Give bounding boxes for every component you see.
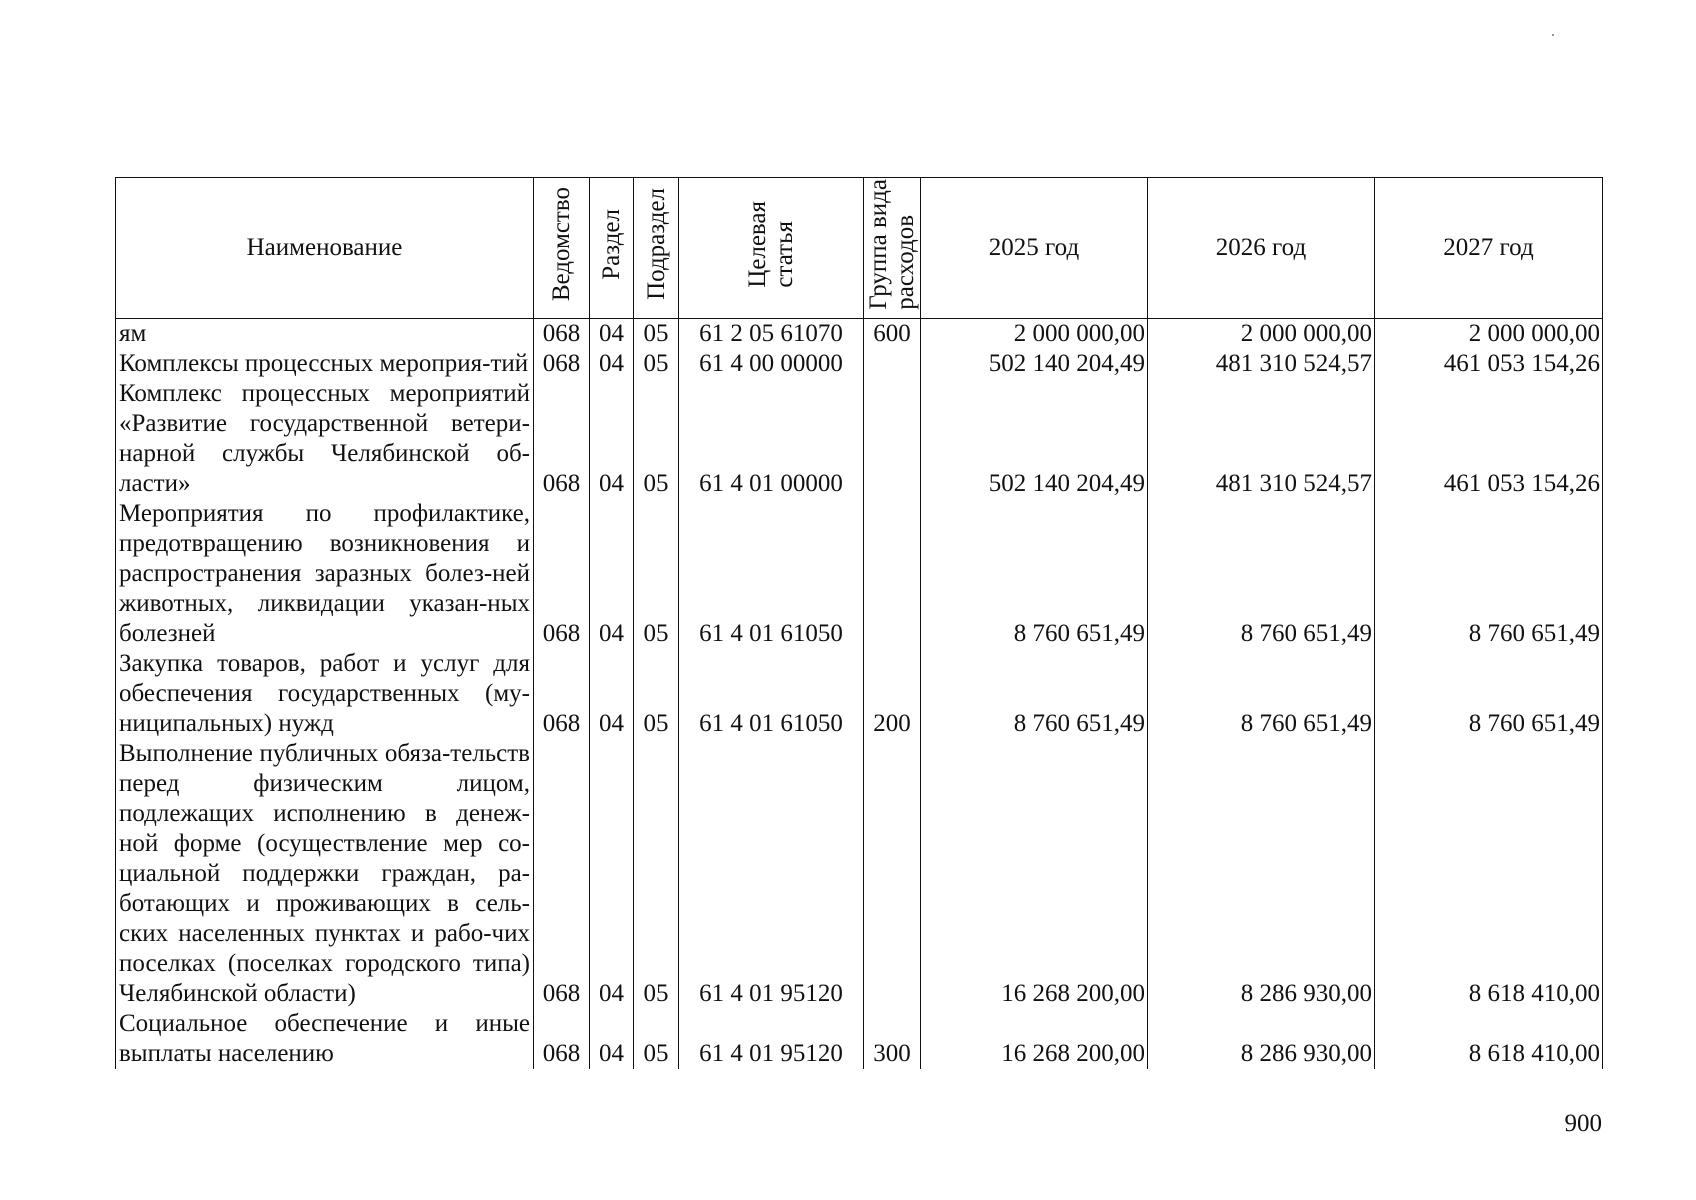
cell-podrazdel: 05 <box>634 349 679 379</box>
cell-razdel: 04 <box>590 739 634 1009</box>
cell-razdel: 04 <box>590 319 634 350</box>
table-row <box>116 379 1603 499</box>
cell-vedomstvo: 068 <box>534 349 590 379</box>
cell-razdel: 04 <box>590 499 634 649</box>
cell-gruppa <box>864 349 921 379</box>
header-2025 <box>921 178 1148 319</box>
cell-2025: 2 000 000,00 <box>921 319 1148 350</box>
cell-name: Комплексы процессных мероприя-тий <box>116 349 534 379</box>
cell-celevaya-statya: 61 4 01 61050 <box>679 649 864 739</box>
cell-2025: 8 760 651,49 <box>921 649 1148 739</box>
cell-vedomstvo: 068 <box>534 379 590 499</box>
header-gruppa-vida-rashodov <box>864 178 921 319</box>
cell-2025: 8 760 651,49 <box>921 499 1148 649</box>
table-row <box>116 649 1603 739</box>
header-row <box>116 178 1603 319</box>
cell-gruppa: 200 <box>864 649 921 739</box>
cell-name: Комплекс процессных мероприятий «Развитие государственной ветери-нарной службы Челябинской об-ласти» <box>116 379 534 499</box>
cell-2027: 8 618 410,00 <box>1375 1009 1603 1069</box>
cell-2026: 8 286 930,00 <box>1148 1009 1375 1069</box>
cell-2026: 481 310 524,57 <box>1148 379 1375 499</box>
cell-vedomstvo: 068 <box>534 1009 590 1069</box>
cell-celevaya-statya: 61 4 01 00000 <box>679 379 864 499</box>
table-row <box>116 1009 1603 1069</box>
cell-2025: 502 140 204,49 <box>921 349 1148 379</box>
cell-podrazdel: 05 <box>634 379 679 499</box>
header-celevaya-line2: статья <box>771 220 798 288</box>
cell-2026: 8 286 930,00 <box>1148 739 1375 1009</box>
page-number: 900 <box>1564 1110 1602 1137</box>
header-2026 <box>1148 178 1375 319</box>
header-2026-label: 2026 год <box>1215 234 1307 261</box>
cell-2026: 8 760 651,49 <box>1148 499 1375 649</box>
cell-celevaya-statya: 61 4 01 95120 <box>679 739 864 1009</box>
cell-2027: 8 618 410,00 <box>1375 739 1603 1009</box>
cell-gruppa: 600 <box>864 319 921 350</box>
header-celevaya-line1: Целевая <box>744 200 771 288</box>
header-podrazdel-label: Подраздел <box>642 188 670 300</box>
header-name <box>116 178 534 319</box>
cell-2026: 8 760 651,49 <box>1148 649 1375 739</box>
cell-podrazdel: 05 <box>634 1009 679 1069</box>
cell-celevaya-statya: 61 4 00 00000 <box>679 349 864 379</box>
cell-2027: 461 053 154,26 <box>1375 349 1603 379</box>
header-podrazdel <box>634 178 679 319</box>
cell-name: ям <box>116 319 534 350</box>
cell-vedomstvo: 068 <box>534 319 590 350</box>
cell-gruppa <box>864 499 921 649</box>
cell-celevaya-statya: 61 4 01 61050 <box>679 499 864 649</box>
cell-gruppa <box>864 739 921 1009</box>
cell-razdel: 04 <box>590 379 634 499</box>
header-celevaya-statya <box>679 178 864 319</box>
header-razdel-label: Раздел <box>598 208 625 280</box>
cell-vedomstvo: 068 <box>534 739 590 1009</box>
cell-2025: 16 268 200,00 <box>921 739 1148 1009</box>
header-vedomstvo <box>534 178 590 319</box>
cell-name: Социальное обеспечение и иные выплаты населению <box>116 1009 534 1069</box>
header-2027-label: 2027 год <box>1443 234 1534 261</box>
budget-table <box>115 177 1603 1069</box>
header-vedomstvo-label: Ведомство <box>548 186 575 302</box>
cell-2025: 16 268 200,00 <box>921 1009 1148 1069</box>
table-header <box>116 178 1603 319</box>
cell-celevaya-statya: 61 4 01 95120 <box>679 1009 864 1069</box>
table-row <box>116 319 1603 350</box>
table-row <box>116 349 1603 379</box>
cell-vedomstvo: 068 <box>534 499 590 649</box>
cell-name: Мероприятия по профилактике, предотвращению возникновения и распространения заразных болез-ней животных, ликвидации указан-ных болезней <box>116 499 534 649</box>
cell-name: Закупка товаров, работ и услуг для обеспечения государственных (му-ниципальных) нужд <box>116 649 534 739</box>
table-body <box>116 319 1603 1070</box>
cell-celevaya-statya: 61 2 05 61070 <box>679 319 864 350</box>
scan-speck <box>1552 34 1554 36</box>
cell-podrazdel: 05 <box>634 739 679 1009</box>
cell-vedomstvo: 068 <box>534 649 590 739</box>
cell-2027: 461 053 154,26 <box>1375 379 1603 499</box>
cell-razdel: 04 <box>590 349 634 379</box>
header-razdel <box>590 178 634 319</box>
cell-podrazdel: 05 <box>634 319 679 350</box>
header-gruppa-line1: Группа вида <box>865 178 892 310</box>
cell-2027: 8 760 651,49 <box>1375 499 1603 649</box>
cell-2025: 502 140 204,49 <box>921 379 1148 499</box>
cell-gruppa: 300 <box>864 1009 921 1069</box>
cell-2026: 481 310 524,57 <box>1148 349 1375 379</box>
cell-podrazdel: 05 <box>634 649 679 739</box>
cell-podrazdel: 05 <box>634 499 679 649</box>
header-2027 <box>1375 178 1603 319</box>
header-gruppa-line2: расходов <box>892 214 919 310</box>
cell-name: Выполнение публичных обяза-тельств перед физическим лицом, подлежащих исполнению в денеж-ной форме (осуществление мер со-циальной поддержки граждан, ра-ботающих и проживающих в сель-ских населенных пунктах и рабо-чих поселках (поселках городского типа) Челябинской области) <box>116 739 534 1009</box>
cell-2026: 2 000 000,00 <box>1148 319 1375 350</box>
cell-razdel: 04 <box>590 1009 634 1069</box>
cell-gruppa <box>864 379 921 499</box>
cell-razdel: 04 <box>590 649 634 739</box>
header-2025-label: 2025 год <box>988 234 1080 261</box>
table-row <box>116 499 1603 649</box>
cell-2027: 8 760 651,49 <box>1375 649 1603 739</box>
table-row <box>116 739 1603 1009</box>
header-name-label: Наименование <box>246 234 403 261</box>
cell-2027: 2 000 000,00 <box>1375 319 1603 350</box>
